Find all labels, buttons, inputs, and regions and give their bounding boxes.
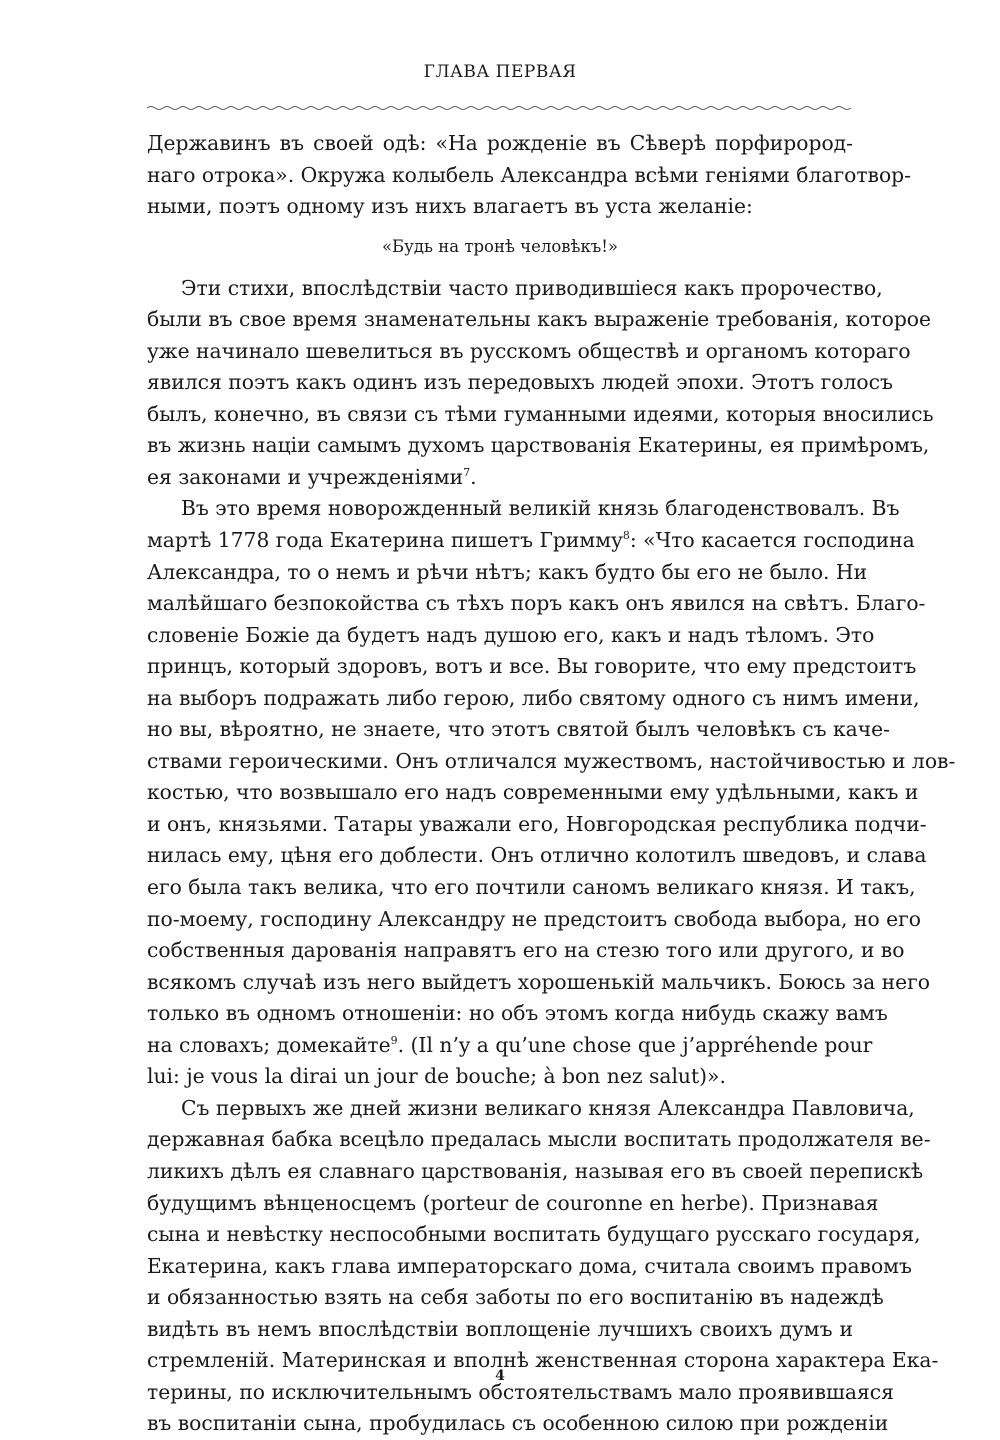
page-number: 4 [495,1368,505,1384]
text-line: принцъ, который здоровъ, вотъ и все. Вы говорите, что ему предстоитъ [147,654,917,679]
text-line: Въ это время новорожденный великій князь благоденствовалъ. Въ [181,496,900,521]
text-line: но вы, вѣроятно, не знаете, что этотъ святой былъ человѣкъ съ каче- [147,717,890,742]
text-line: уже начинало шевелиться въ русскомъ обществѣ и органомъ котораго [147,338,911,363]
text-line: былъ, конечно, въ связи съ тѣми гуманными идеями, которыя вносились [147,401,934,426]
text-line: Державинъ въ своей одѣ: «На рожденіе въ Сѣверѣ порфирород- [147,131,853,155]
paragraph-1 [147,128,912,223]
text-line: были въ свое время знаменательны какъ выраженіе требованія, которое [147,307,932,332]
text-line: и обязанностью взять на себя заботы по его воспитанію въ надеждѣ [147,1285,884,1310]
text-line: собственныя дарованія направятъ его на стезю того или другого, и во [147,938,905,963]
text-run: мартѣ 1778 года Екатерина пишетъ Гримму [147,528,623,553]
text-line: lui: je vous la dirai un jour de bouche; à bon nez salut)». [147,1064,726,1089]
text-line: Эти стихи, впослѣдствіи часто приводившіеся какъ пророчество, [181,275,883,300]
text-line: терины, по исключительнымъ обстоятельствамъ мало проявившаяся [147,1379,894,1404]
text-line: малѣйшаго безпокойства съ тѣхъ поръ какъ онъ явился на свѣтъ. Благо- [147,591,926,616]
paragraph-2 [147,273,934,494]
text-line: всякомъ случаѣ изъ него выйдетъ хорошенькій мальчикъ. Боюсь за него [147,969,930,994]
text-run: на словахъ; домекайте [147,1032,391,1057]
text-line [147,462,853,494]
text-run: ея законами и учрежденіями [147,464,464,489]
text-run: : «Что касается господина [629,528,915,553]
text-line: въ жизнь націи самымъ духомъ царствованія Екатерины, ея примѣромъ, [147,433,930,458]
text-line: ствами героическими. Онъ отличался мужествомъ, настойчивостью и лов- [147,748,956,773]
footnote-ref[interactable]: 7 [463,466,471,480]
text-line: сына и невѣстку неспособными воспитать будущаго русскаго государя, [147,1222,921,1247]
text-line: державная бабка всецѣло предалась мысли воспитать продолжателя ве- [147,1127,931,1152]
header-rule [147,104,853,112]
text-line: его была такъ велика, что его почтили саномъ великаго князя. И такъ, [147,875,916,900]
text-line: видѣть въ немъ впослѣдствіи воплощеніе лучшихъ своихъ думъ и [147,1316,853,1341]
text-run: . [470,464,477,489]
footnote-ref[interactable]: 9 [390,1034,398,1047]
text-line: нилась ему, цѣня его доблести. Онъ отлично колотилъ шведовъ, и слава [147,843,927,868]
text-line: явился поэтъ какъ одинъ изъ передовыхъ людей эпохи. Этотъ голосъ [147,370,893,395]
text-line: костью, что возвышало его надъ современными ему удѣльными, какъ и [147,780,919,805]
text-line: только въ одномъ отношеніи: но объ этомъ когда нибудь скажу вамъ [147,1001,888,1026]
footnote-ref[interactable]: 8 [622,529,630,543]
main-text [147,128,956,1440]
text-line: будущимъ вѣнценосцемъ (porteur de couronne en herbe). Признавая [147,1190,879,1215]
text-line: Съ первыхъ же дней жизни великаго князя Александра Павловича, [181,1095,915,1120]
text-run: . (Il n’y a qu’une chose que j’appréhende pour [397,1032,873,1057]
paragraph-4 [147,1093,939,1440]
text-line: ными, поэтъ одному изъ нихъ влагаетъ въ уста желаніе: [147,194,753,219]
text-line: словеніе Божіе да будетъ надъ душою его, какъ и надъ тѣломъ. Это [147,622,875,647]
text-line: и онъ, князьями. Татары уважали его, Новгородская республика подчи- [147,811,927,836]
text-line: Александра, то о немъ и рѣчи нѣтъ; какъ будто бы его не было. Ни [147,559,868,584]
text-line: на выборъ подражать либо герою, либо святому одного съ нимъ имени, [147,685,920,710]
text-line [147,525,915,557]
text-line: ликихъ дѣлъ ея славнаго царствованія, называя его въ своей перепискѣ [147,1158,924,1183]
text-line [147,1030,873,1062]
text-line: Екатерина, какъ глава императорскаго дома, считала своимъ правомъ [147,1253,912,1278]
running-header: ГЛАВА ПЕРВАЯ [423,62,577,82]
text-line: стремленій. Материнская и вполнѣ женственная сторона характера Ека- [147,1348,939,1373]
text-line: по-моему, господину Александру не предстоитъ свобода выбора, но его [147,906,921,931]
text-line: наго отрока». Окружа колыбель Александра всѣми геніями благотвор- [147,162,912,187]
text-line: въ воспитаніи сына, пробудилась съ особенною силою при рожденіи [147,1411,889,1436]
paragraph-3 [147,493,956,1092]
verse-quote: «Будь на тронѣ человѣкъ!» [381,236,619,256]
